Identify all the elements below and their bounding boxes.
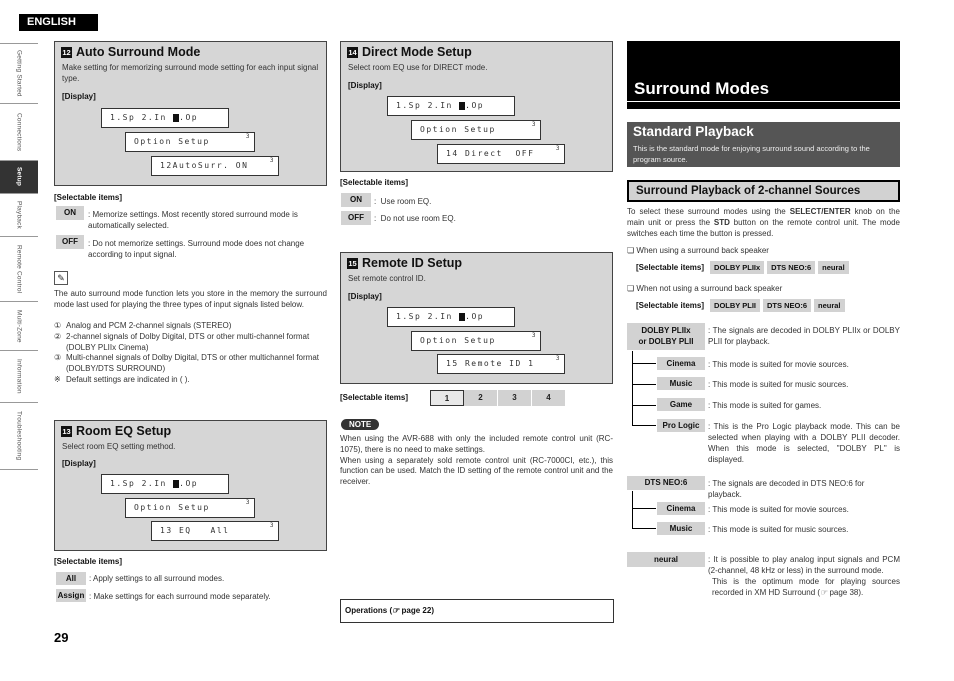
lcd-corner-icon: 3 xyxy=(269,522,275,529)
list-item: ① Analog and PCM 2-channel signals (STEREO) xyxy=(54,321,232,330)
dolby-cinema-tag: Cinema xyxy=(657,357,705,370)
list-item: ③ Multi-channel signals of Dolby Digital, DTS or other multichannel format (DOLBY/DTS SURROUND) xyxy=(54,353,319,374)
dolby-prologic-tag: Pro Logic xyxy=(657,419,705,432)
mode-chip: neural xyxy=(818,261,849,274)
lcd-line-2: Option Setup 3 xyxy=(411,331,541,351)
tree-branch xyxy=(632,405,656,406)
lcd-line-3: 12AutoSurr. ON 3 xyxy=(151,156,279,176)
lcd-corner-icon: 3 xyxy=(531,332,537,339)
display-label: [Display] xyxy=(348,292,382,301)
page-reference-icon: ☞ xyxy=(392,606,400,615)
dolby-game-desc: : This mode is suited for games. xyxy=(708,401,822,410)
list-item: ※ Default settings are indicated in ( ). xyxy=(54,374,190,384)
section-number-icon: 15 xyxy=(348,258,357,268)
direct-mode-title: 14 Direct Mode Setup xyxy=(348,45,472,59)
auto-surround-panel xyxy=(54,41,327,186)
tree-branch xyxy=(632,363,656,364)
language-label: ENGLISH xyxy=(19,14,98,31)
selectable-items-label: [Selectable items] xyxy=(340,393,409,402)
dolby-cinema-desc: : This mode is suited for movie sources. xyxy=(708,360,849,369)
mode-chip: DOLBY PLII xyxy=(710,299,760,312)
side-tab-multi-zone[interactable]: Multi-Zone xyxy=(0,301,38,350)
tag-all: All xyxy=(56,572,86,585)
display-label: [Display] xyxy=(62,459,96,468)
mode-chip: DTS NEO:6 xyxy=(763,299,811,312)
tag-all-desc: : Apply settings to all surround modes. xyxy=(89,574,225,583)
auto-surround-desc: Make setting for memorizing surround mode setting for each input signal type. xyxy=(62,63,319,83)
operations-reference: Operations (☞ page 22) xyxy=(340,599,614,623)
lcd-line-3: 13 EQ All 3 xyxy=(151,521,279,541)
condition-2: ❏ When not using a surround back speaker xyxy=(627,284,783,293)
dts-music-tag: Music xyxy=(657,522,705,535)
mode-chip: neural xyxy=(814,299,845,312)
lcd-line-2: Option Setup 3 xyxy=(125,498,255,518)
header-rule xyxy=(627,101,900,102)
direct-mode-desc: Select room EQ use for DIRECT mode. xyxy=(348,63,488,72)
lcd-line-1: 1.Sp 2.In .Op xyxy=(387,96,515,116)
side-tab-information[interactable]: Information xyxy=(0,350,38,402)
tag-off: OFF xyxy=(341,211,371,225)
lcd-line-2: Option Setup 3 xyxy=(125,132,255,152)
section-number-icon: 13 xyxy=(62,426,71,436)
remote-id-options xyxy=(430,390,566,406)
dts-tree-line xyxy=(632,491,633,529)
tag-off: OFF xyxy=(56,235,84,249)
lcd-line-3: 14 Direct OFF 3 xyxy=(437,144,565,164)
dolby-music-tag: Music xyxy=(657,377,705,390)
side-tab-troubleshooting[interactable]: Troubleshooting xyxy=(0,402,38,470)
side-tab-playback[interactable]: Playback xyxy=(0,193,38,236)
lcd-corner-icon: 3 xyxy=(269,157,275,164)
room-eq-desc: Select room EQ setting method. xyxy=(62,442,176,451)
checkbox-icon: ❏ xyxy=(627,246,635,255)
standard-playback-box xyxy=(627,122,900,167)
tag-on: ON xyxy=(56,206,84,220)
side-tab-connections[interactable]: Connections xyxy=(0,103,38,160)
list-item: ② 2-channel signals of Dolby Digital, DTS or other multi-channel format (DOLBY PLIIx Cinema) xyxy=(54,331,310,352)
room-eq-panel xyxy=(54,420,327,551)
section-number-icon: 12 xyxy=(62,47,71,57)
lcd-line-3: 15 Remote ID 1 3 xyxy=(437,354,565,374)
lcd-corner-icon: 3 xyxy=(245,133,251,140)
lcd-corner-icon: 3 xyxy=(555,145,561,152)
dolby-prologic-desc: : This is the Pro Logic playback mode. This can be selected when playing with a DOLBY PLII decoder. When this mode is selected, "DOLBY PL" is displayed. xyxy=(708,422,900,464)
page-reference-icon: ☞ xyxy=(820,588,828,597)
tree-branch xyxy=(632,528,656,529)
lcd-line-1: 1.Sp 2.In .Op xyxy=(101,108,229,128)
lcd-line-2: Option Setup 3 xyxy=(411,120,541,140)
surround-modes-header xyxy=(627,41,900,109)
display-label: [Display] xyxy=(62,92,96,101)
tag-on-desc: : Use room EQ. xyxy=(374,197,432,206)
dolby-music-desc: : This mode is suited for music sources. xyxy=(708,380,849,389)
remote-id-panel xyxy=(340,252,613,384)
remote-id-title: 15 Remote ID Setup xyxy=(348,256,463,270)
tree-branch xyxy=(632,384,656,385)
mode-chip: DTS NEO:6 xyxy=(767,261,815,274)
direct-mode-panel xyxy=(340,41,613,172)
standard-playback-desc: This is the standard mode for enjoying surround sound according to the program source. xyxy=(633,144,870,164)
tree-branch xyxy=(632,508,656,509)
lcd-line-1: 1.Sp 2.In .Op xyxy=(101,474,229,494)
section-number-icon: 14 xyxy=(348,47,357,57)
tag-assign-desc: : Make settings for each surround mode separately. xyxy=(89,592,271,601)
lcd-corner-icon: 3 xyxy=(555,355,561,362)
dolby-desc: : The signals are decoded in DOLBY PLIIx or DOLBY PLII for playback. xyxy=(708,326,900,346)
auto-surround-title: 12 Auto Surround Mode xyxy=(62,45,201,59)
condition-1-items: [Selectable items] DOLBY PLIIx DTS NEO:6 neural xyxy=(636,261,852,274)
remote-id-desc: Set remote control ID. xyxy=(348,274,426,283)
intro-text: To select these surround modes using the SELECT/ENTER knob on the main unit or press the STD button on the remote control unit. The mode switches each time the button is pressed. xyxy=(627,207,900,238)
standard-playback-title: Standard Playback xyxy=(633,124,754,139)
remote-id-note: When using the AVR-688 with only the included remote control unit (RC-1075), there is no need to make settings. When using a separately sold remote control unit (RC-7000CI, etc.), this function can be used. Match the ID setting of the remote control unit and the receiver. xyxy=(340,434,613,487)
page-title: Surround Modes xyxy=(634,79,770,98)
display-label: [Display] xyxy=(348,81,382,90)
note-label: NOTE xyxy=(341,419,379,430)
auto-surround-list xyxy=(54,321,327,386)
lcd-corner-icon: 3 xyxy=(531,121,537,128)
dts-cinema-tag: Cinema xyxy=(657,502,705,515)
checkbox-icon: ❏ xyxy=(627,284,635,293)
two-channel-subhead: Surround Playback of 2-channel Sources xyxy=(627,180,900,202)
side-tab-remote-control[interactable]: Remote Control xyxy=(0,236,38,301)
dts-cinema-desc: : This mode is suited for movie sources. xyxy=(708,505,849,514)
pencil-note-icon: ✎ xyxy=(54,271,68,285)
tag-on: ON xyxy=(341,193,371,207)
remote-id-option: 2 xyxy=(464,390,498,406)
remote-id-option: 3 xyxy=(498,390,532,406)
condition-1: ❏ When using a surround back speaker xyxy=(627,246,769,255)
dts-desc: : The signals are decoded in DTS NEO:6 for playback. xyxy=(708,479,865,499)
dts-music-desc: : This mode is suited for music sources. xyxy=(708,525,849,534)
auto-surround-note: The auto surround mode function lets you store in the memory the surround mode last used for playing the three types of input signals listed below. xyxy=(54,289,327,309)
selectable-items-label: [Selectable items] xyxy=(54,193,123,202)
mode-chip: DOLBY PLIIx xyxy=(710,261,764,274)
tag-off-desc: : Do not memorize settings. Surround mode does not change according to input signal. xyxy=(88,239,305,259)
tag-off-desc: : Do not use room EQ. xyxy=(374,214,456,223)
selectable-items-label: [Selectable items] xyxy=(54,557,123,566)
dolby-tag: DOLBY PLIIx or DOLBY PLII xyxy=(627,323,705,350)
tree-branch xyxy=(632,425,656,426)
condition-2-items: [Selectable items] DOLBY PLII DTS NEO:6 neural xyxy=(636,299,848,312)
lcd-line-1: 1.Sp 2.In .Op xyxy=(387,307,515,327)
tag-assign: Assign xyxy=(57,591,85,600)
side-tab-getting-started[interactable]: Getting Started xyxy=(0,43,38,103)
remote-id-option: 1 xyxy=(430,390,464,406)
lcd-corner-icon: 3 xyxy=(245,499,251,506)
tag-on-desc: : Memorize settings. Most recently stored surround mode is automatically selected. xyxy=(88,210,298,230)
side-tab-setup[interactable]: Setup xyxy=(0,160,38,193)
dts-tag: DTS NEO:6 xyxy=(627,476,705,490)
neural-desc: : It is possible to play analog input signals and PCM (2-channel, 48 kHz or less) in the surround mode. This is the optimum mode for playing sources recorded in XM HD Surround (☞ page 38). xyxy=(708,555,900,597)
room-eq-title: 13 Room EQ Setup xyxy=(62,424,172,438)
selectable-items-label: [Selectable items] xyxy=(340,178,409,187)
page-number: 29 xyxy=(54,630,69,645)
dolby-game-tag: Game xyxy=(657,398,705,411)
neural-tag: neural xyxy=(627,552,705,567)
remote-id-option: 4 xyxy=(532,390,566,406)
